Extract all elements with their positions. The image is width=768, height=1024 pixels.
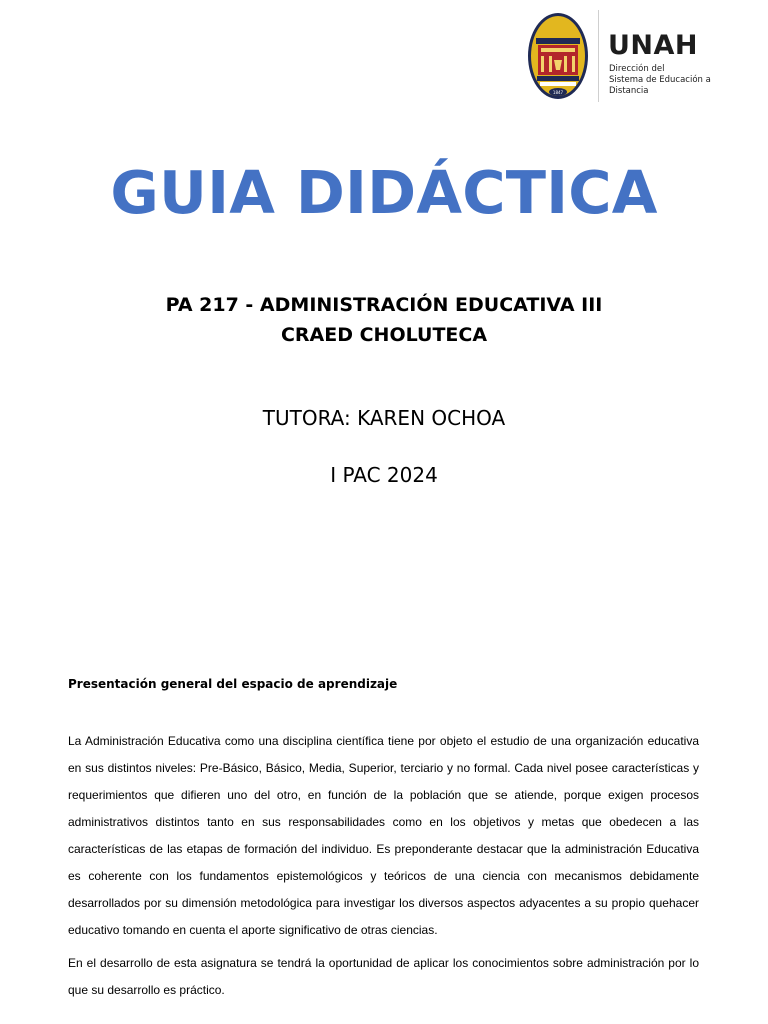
academic-period: I PAC 2024 — [330, 463, 438, 487]
body-paragraph: La Administración Educativa como una disciplina científica tiene por objeto el estudio de una organización educativa en sus distintos niveles: Pre-Básico, Básico, Media, Superior, terciario y no formal. Cada nivel posee características y requerimientos que difieren uno del otro, en función de la población que se atiende, porque exigen procesos administrativos distintos tanto en sus responsabilidades como en los objetivos y metas que obedecen a las características de las etapas de formación del individuo. Es preponderante destacar que la administración Educativa es coherente con los fundamentos epistemológicos y teóricos de una ciencia con mecanismos debidamente desarrollados por su dimensión metodológica para investigar los diversos aspectos adyacentes a su propio quehacer educativo tomando en cuenta el aporte significativo de otras ciencias. — [68, 734, 699, 937]
document-title: GUIA DIDÁCTICA — [110, 158, 658, 227]
org-subtitle-line: Dirección del — [609, 64, 665, 74]
tutor-name: TUTORA: KAREN OCHOA — [262, 406, 506, 430]
section-heading: Presentación general del espacio de aprendizaje — [68, 677, 398, 691]
svg-text:1847: 1847 — [552, 90, 564, 95]
unah-seal-logo — [527, 12, 589, 100]
header-divider — [598, 10, 599, 102]
org-subtitle — [609, 64, 729, 97]
org-name: UNAH — [608, 30, 699, 61]
body-paragraph: En el desarrollo de esta asignatura se tendrá la oportunidad de aplicar los conocimientos sobre administración por lo que su desarrollo es práctico. — [68, 956, 699, 997]
org-subtitle-line: Sistema de Educación a — [609, 75, 711, 85]
course-code-name: PA 217 - ADMINISTRACIÓN EDUCATIVA III — [165, 294, 603, 316]
seal-icon — [527, 12, 589, 100]
course-center: CRAED CHOLUTECA — [280, 324, 488, 346]
course-info — [0, 290, 768, 350]
org-subtitle-line: Distancia — [609, 86, 649, 96]
